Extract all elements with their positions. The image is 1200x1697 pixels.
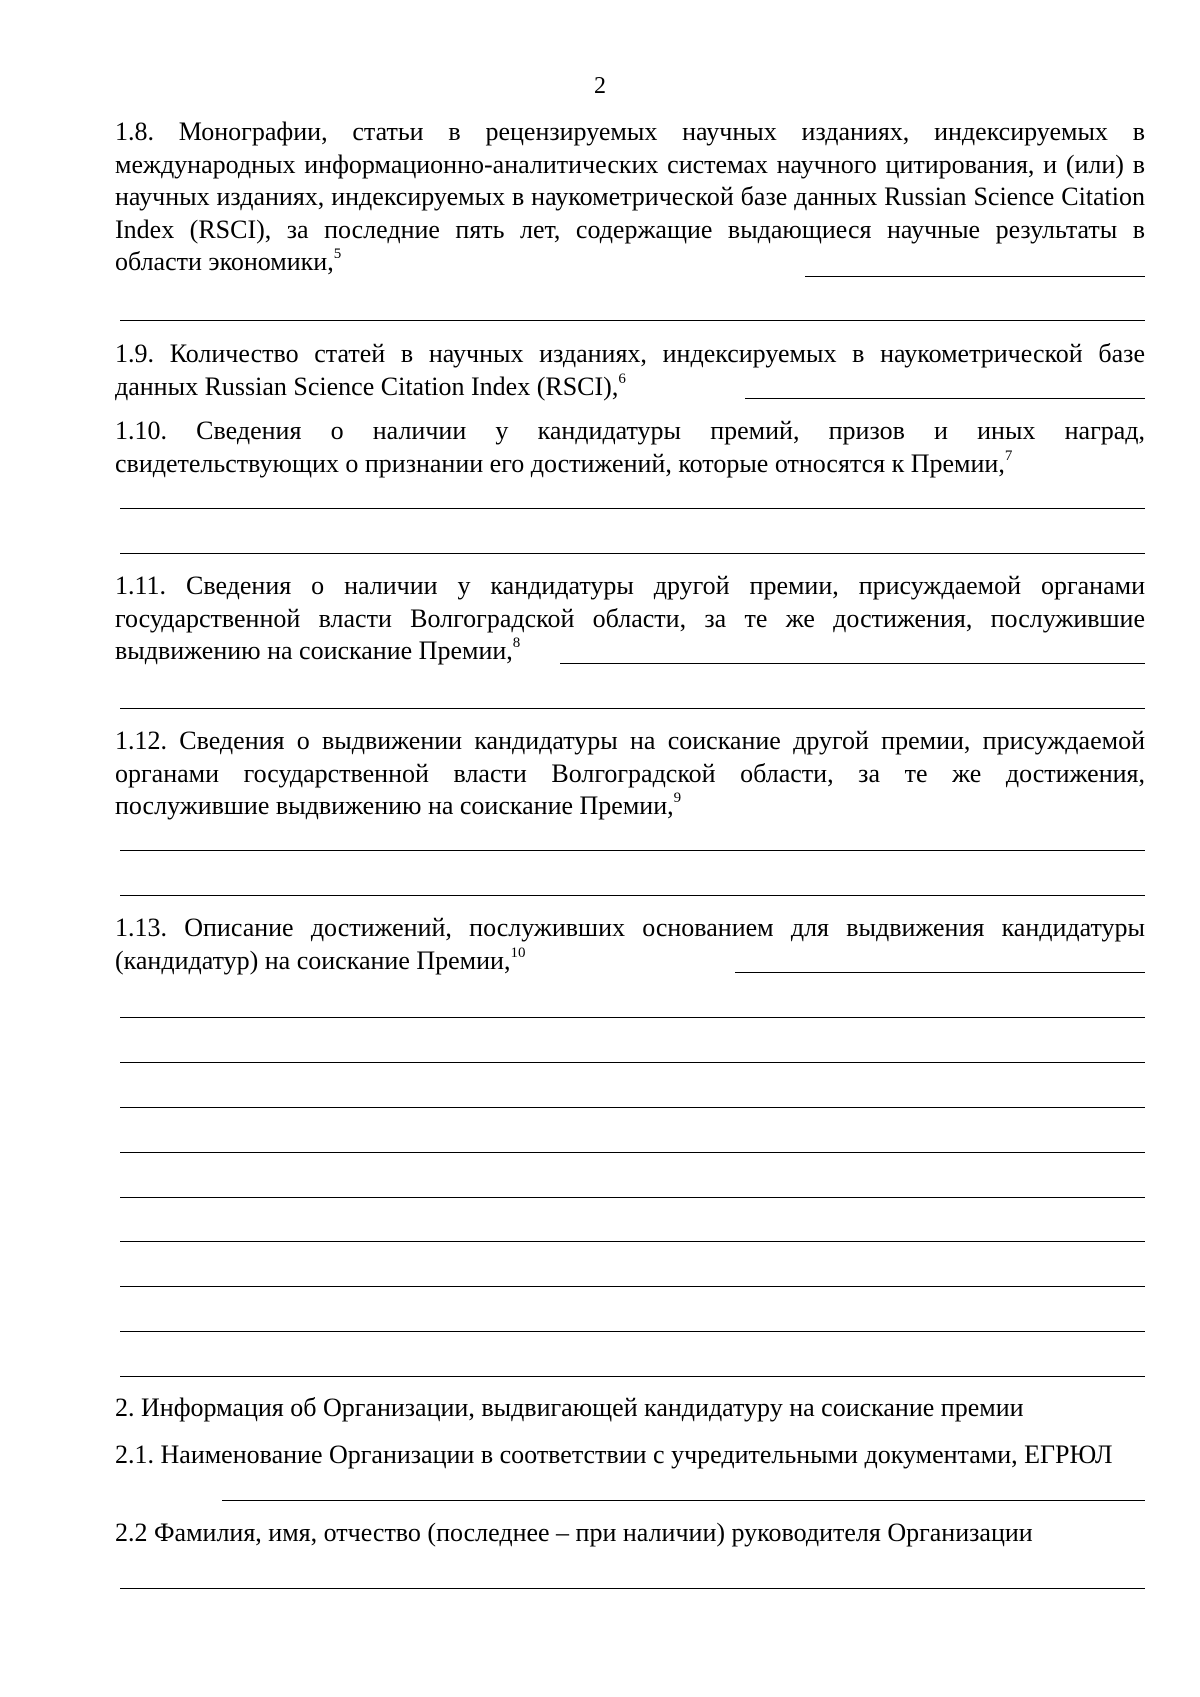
section-1-9-fill-line[interactable] [745,398,1145,399]
section-1-13-line-5[interactable] [120,1197,1145,1198]
section-1-13-line-8[interactable] [120,1331,1145,1332]
section-2-1-fill-line[interactable] [222,1500,1145,1501]
section-1-10-line-2[interactable] [120,553,1145,554]
section-1-13-line-4[interactable] [120,1152,1145,1153]
section-1-11 [115,570,1145,668]
section-1-13-line-9[interactable] [120,1376,1145,1377]
footnote-ref: 6 [618,370,626,387]
footnote-ref: 7 [1004,447,1013,464]
section-1-12-line-1[interactable] [120,850,1145,851]
section-1-13-line-2[interactable] [120,1062,1145,1063]
page-number: 2 [594,73,606,99]
section-2-text: 2. Информация об Организации, выдвигающей кандидатуру на соискание премии [115,1393,1024,1422]
section-1-11-fill-line[interactable] [560,663,1145,664]
section-1-12-text: 1.12. Сведения о выдвижении кандидатуры на соискание другой премии, присуждаемой органами государственной власти Волгоградской области, за те же достижения, послужившие выдвижению на соискание Премии, [115,726,1145,820]
section-2-2-line-1[interactable] [120,1588,1145,1589]
section-1-8 [115,116,1145,279]
section-1-10-text: 1.10. Сведения о наличии у кандидатуры премий, призов и иных наград, свидетельствующих о признании его достижений, которые относятся к Премии, [115,416,1145,478]
section-1-13-text: 1.13. Описание достижений, послуживших основанием для выдвижения кандидатуры (кандидатур) на соискание Премии, [115,913,1145,975]
section-1-8-line-1[interactable] [120,320,1145,321]
section-2-2-text: 2.2 Фамилия, имя, отчество (последнее – при наличии) руководителя Организации [115,1518,1033,1547]
footnote-ref: 5 [333,246,342,263]
section-2-heading [115,1392,1145,1425]
section-1-8-text: 1.8. Монографии, статьи в рецензируемых научных изданиях, индексируемых в международных информационно-аналитических системах научного цитирования, и (или) в научных изданиях, индексируемых в наукометрической базе данных Russian Science Citation Index (RSCI), за последние пять лет, содержащие выдающиеся научные результаты в области экономики, [115,117,1145,276]
section-1-12-line-2[interactable] [120,895,1145,896]
section-1-13-line-6[interactable] [120,1241,1145,1242]
section-1-12 [115,725,1145,823]
section-1-13-fill-line[interactable] [735,972,1145,973]
section-1-13 [115,912,1145,977]
section-1-11-text: 1.11. Сведения о наличии у кандидатуры другой премии, присуждаемой органами государственной власти Волгоградской области, за те же достижения, послужившие выдвижению на соискание Премии, [115,571,1145,665]
section-1-9-text: 1.9. Количество статей в научных изданиях, индексируемых в наукометрической базе данных Russian Science Citation Index (RSCI), [115,339,1145,401]
section-2-1 [115,1439,1145,1472]
section-1-8-fill-line[interactable] [805,276,1145,277]
footnote-ref: 10 [510,944,526,961]
footnote-ref: 9 [673,790,682,807]
section-1-13-line-1[interactable] [120,1017,1145,1018]
section-1-10-line-1[interactable] [120,508,1145,509]
section-2-2 [115,1517,1145,1550]
section-1-13-line-7[interactable] [120,1286,1145,1287]
section-1-13-line-3[interactable] [120,1107,1145,1108]
section-2-1-text: 2.1. Наименование Организации в соответствии с учредительными документами, ЕГРЮЛ [115,1440,1113,1469]
section-1-10 [115,415,1145,480]
section-1-9 [115,338,1145,403]
footnote-ref: 8 [512,635,521,652]
section-1-11-line-1[interactable] [120,708,1145,709]
